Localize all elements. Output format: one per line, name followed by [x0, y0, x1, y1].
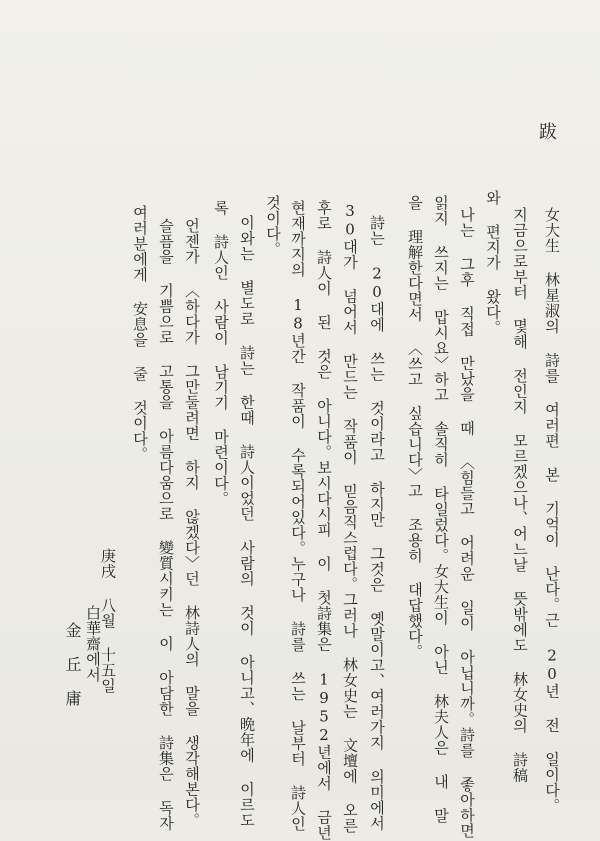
text-column-5: 읽지 쓰지는 맙시요〉하고 솔직히 타일렀다。女大生이 아닌 林夫人은 내 말 — [432, 195, 450, 824]
text-column-15: 슬픔을 기쁨으로 고통을 아름다움으로 變質시키는 이 아담한 詩集은 독자 — [157, 218, 175, 831]
text-column-8: 30대가 넘어서 만드는 작품이 믿음직스럽다。그러나 林女史는 文壇에 오른 — [341, 202, 359, 834]
text-column-4: 나는 그후 직접 만났을 때 〈힘들고 어려운 일이 아닙니까。詩를 좋아하면 — [458, 207, 476, 839]
text-column-10: 현재까지의 18년간 작품이 수록되어있다。누구나 詩를 쓰는 날부터 詩人인 — [289, 200, 307, 832]
text-column-6: 을 理解한다면서 〈쓰고 싶습니다〉고 조용히 대답했다。 — [406, 195, 424, 660]
text-column-3: 와 편지가 왔다。 — [484, 190, 502, 336]
text-column-9: 후로 詩人이 된 것은 아니다。보시다시피 이 첫詩集은 1952년에서 금년 — [315, 200, 333, 841]
text-column-7: 詩는 20대에 쓰는 것이라고 하지만 그것은 옛말이고、여러가지 의미에서 — [368, 215, 386, 831]
date-line: 庚戌 八월 十五일 — [99, 548, 117, 694]
place-line: 白華齋에서 — [84, 605, 102, 683]
afterword-title: 跋 — [536, 122, 557, 140]
text-column-13: 록 詩人인 사람이 남기기 마련이다。 — [212, 200, 230, 507]
text-column-1: 女大生 林星淑의 詩를 여러편 본 기억이 난다。근 20년 전 일이다。 — [543, 207, 561, 814]
text-column-2: 지금으로부터 몇해 전인지 모르겠으나、어느날 뜻밖에도 林女史의 詩稿 — [511, 207, 529, 783]
author-name: 金丘庸 — [63, 622, 82, 724]
text-column-14: 언젠가 〈하다가 그만둘려면 하지 않겠다〉던 林詩人의 말을 생각해본다。 — [183, 218, 201, 828]
text-column-12: 이와는 별도로 詩는 한때 詩人이었던 사람의 것이 아니고、晩年에 이르도 — [238, 215, 256, 828]
text-column-16: 여러분에게 安息을 줄 것이다。 — [131, 205, 149, 462]
text-column-11: 것이다。 — [264, 195, 282, 257]
